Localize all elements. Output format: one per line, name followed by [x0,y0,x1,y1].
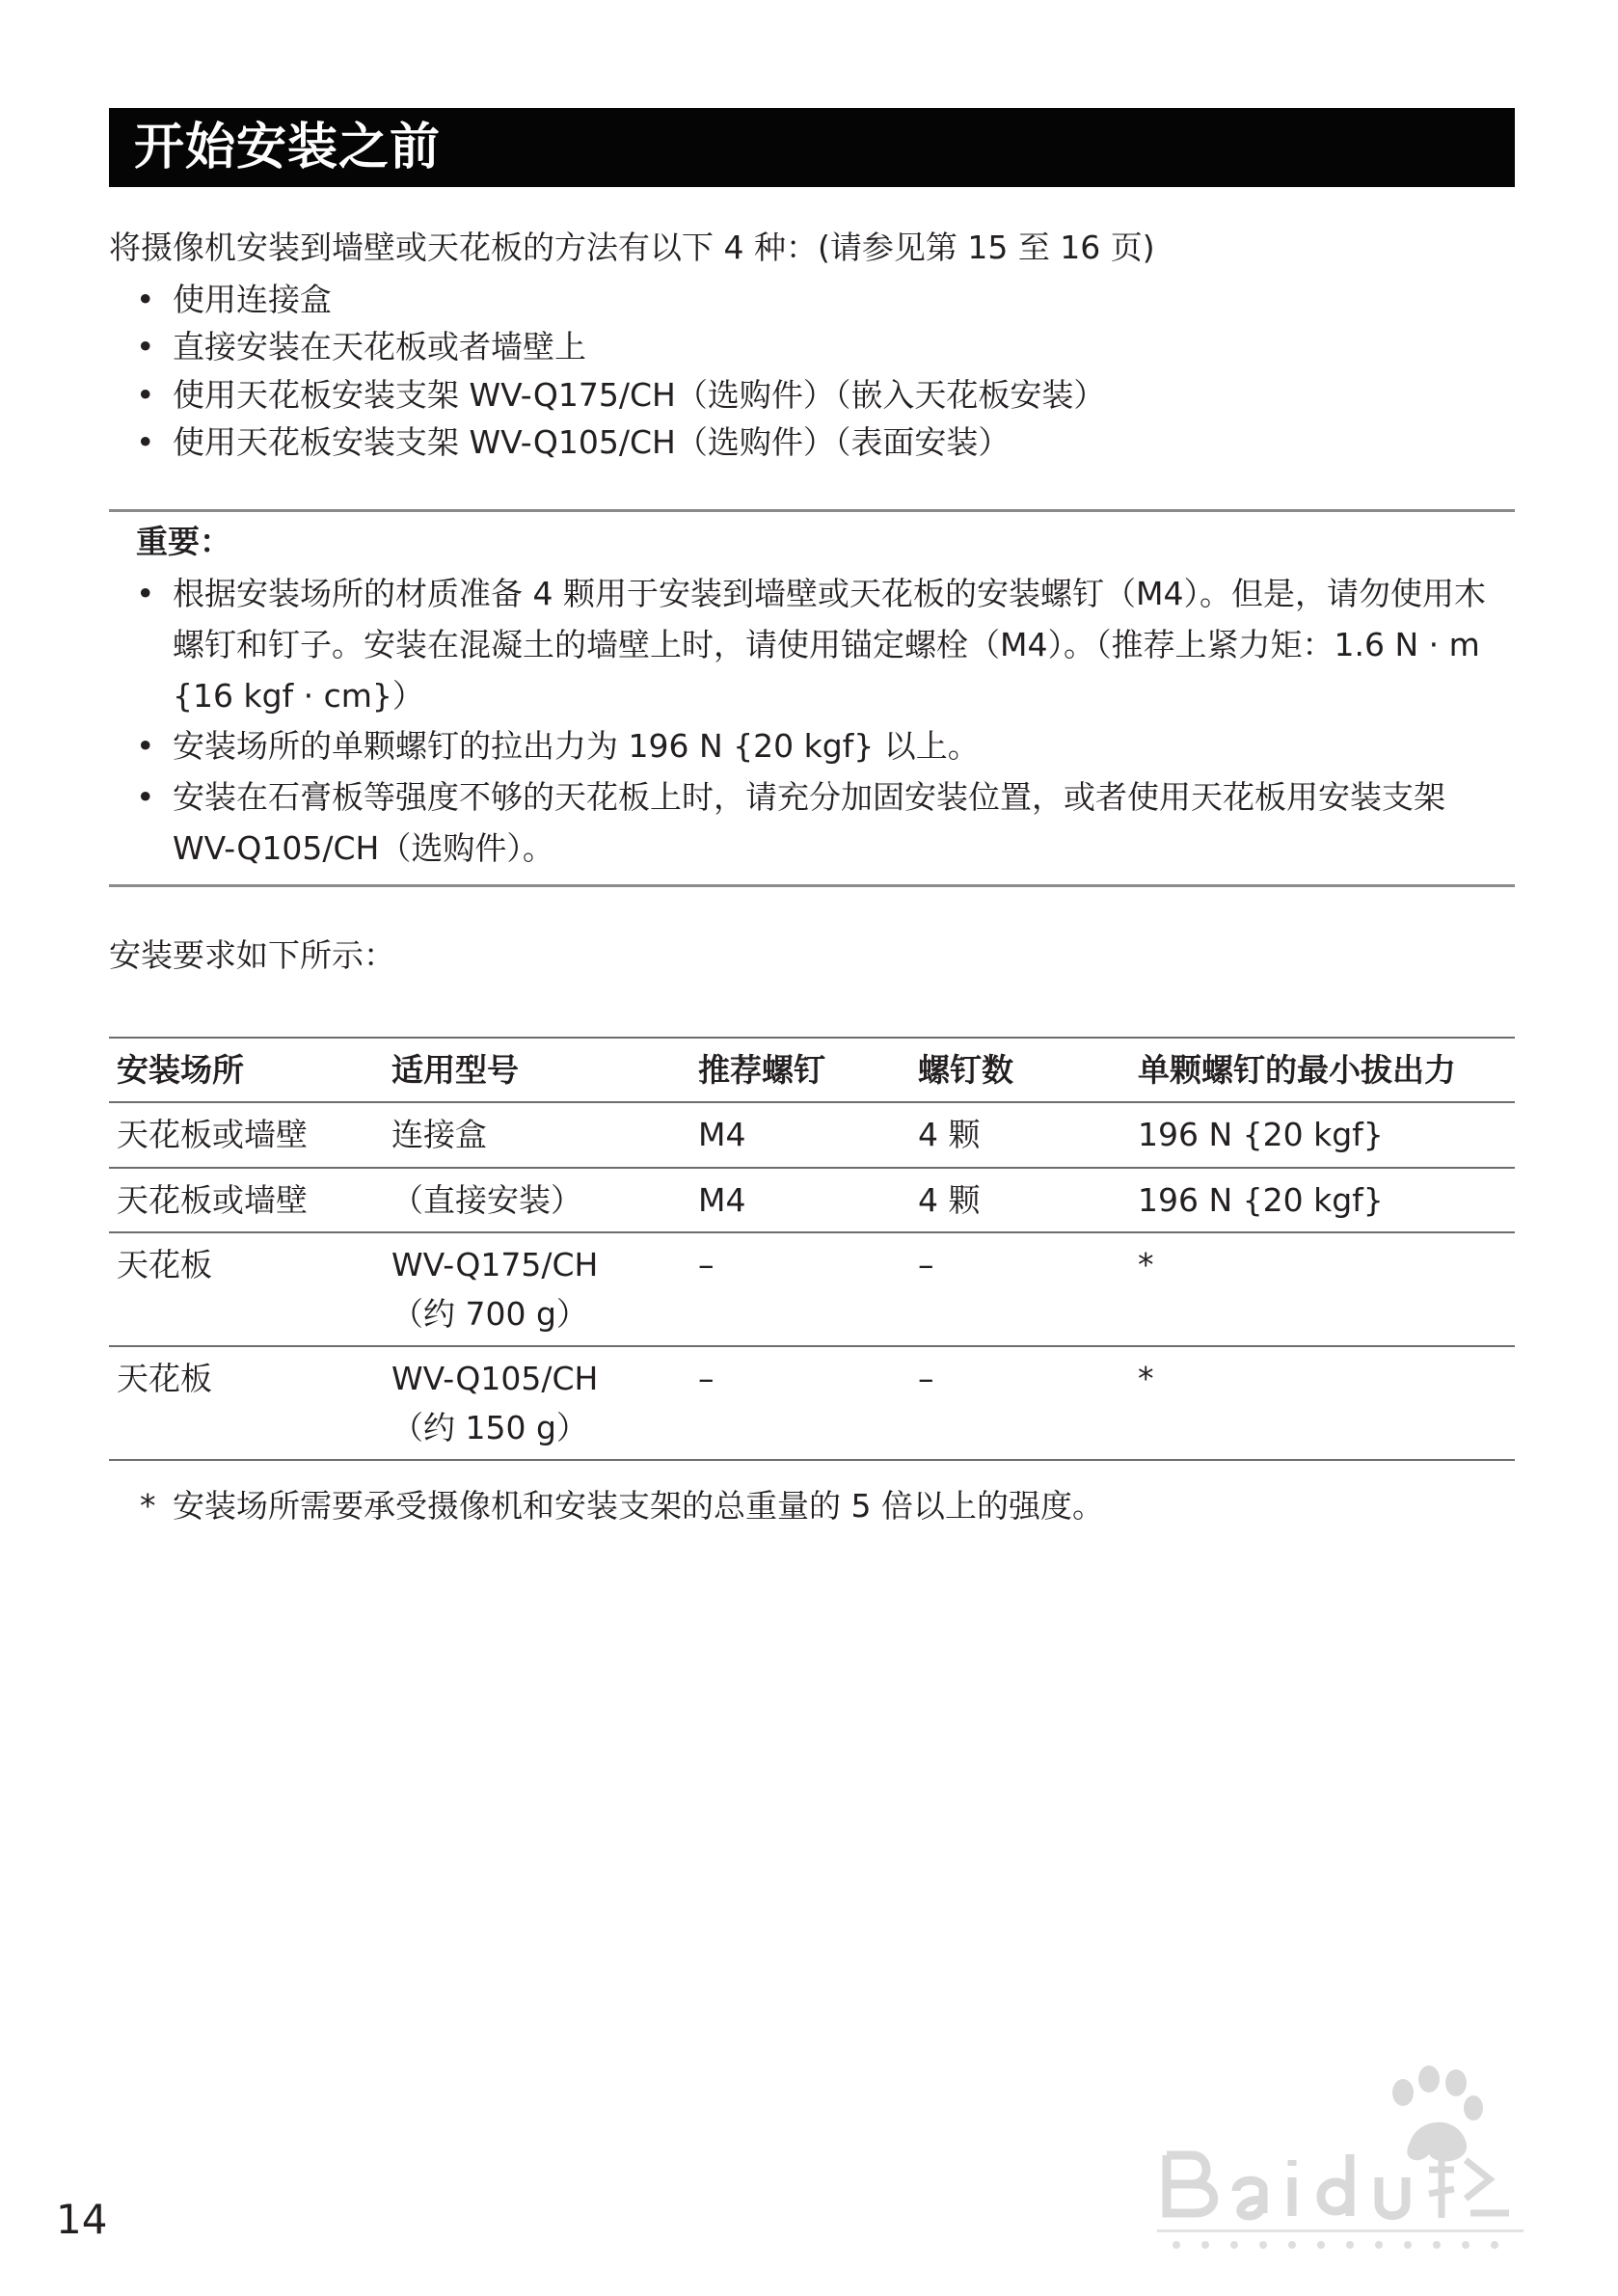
model-weight: （约 700 g） [391,1294,588,1333]
intro-text: 将摄像机安装到墙壁或天花板的方法有以下 4 种：(请参见第 15 至 16 页) [109,229,1155,266]
list-item: • 安装场所的单颗螺钉的拉出力为 196 N {20 kgf} 以上。 [109,721,1515,772]
important-list [109,569,1515,875]
table-header-row [109,1038,1515,1102]
column-header: 螺钉数 [910,1038,1130,1102]
list-item: • 直接安装在天花板或者墙壁上 [109,323,1515,371]
cell-model: 连接盒 [384,1102,690,1167]
list-item: • 使用天花板安装支架 WV-Q105/CH（选购件）（表面安装） [109,419,1515,467]
important-notice [109,509,1515,887]
cell-screw: M4 [690,1102,910,1167]
footnote-text: 安装场所需要承受摄像机和安装支架的总重量的 5 倍以上的强度。 [173,1487,1104,1526]
baidu-watermark-logo [1147,2054,1533,2256]
important-heading: 重要： [136,522,231,560]
column-header: 安装场所 [109,1038,384,1102]
cell-location: 天花板或墙壁 [109,1168,384,1232]
cell-force: 196 N {20 kgf} [1130,1102,1515,1167]
list-item: • 使用天花板安装支架 WV-Q175/CH（选购件）（嵌入天花板安装） [109,371,1515,419]
bullet-icon: • [136,280,155,318]
list-item: • 使用连接盒 [109,276,1515,324]
footnote-mark: * [140,1487,156,1526]
cell-location: 天花板 [109,1232,384,1346]
model-name: WV-Q175/CH [391,1245,599,1283]
cell-model [384,1346,690,1460]
table-row [109,1102,1515,1167]
column-header: 单颗螺钉的最小拔出力 [1130,1038,1515,1102]
list-item: • 根据安装场所的材质准备 4 颗用于安装到墙壁或天花板的安装螺钉（M4）。但是，请勿使用木螺钉和钉子。安装在混凝土的墙壁上时，请使用锚定螺栓（M4）。（推荐上紧力矩：1.6 N · m {16 kgf · cm}） [109,569,1515,721]
intro-section [109,224,1515,467]
bullet-icon: • [136,375,155,414]
bullet-icon: • [136,778,155,817]
table-row [109,1346,1515,1460]
bullet-icon: • [136,423,155,461]
footnote [109,1482,1515,1530]
table-row [109,1168,1515,1232]
page-number: 14 [56,2196,108,2243]
bullet-icon: • [136,575,155,612]
cell-screw: M4 [690,1168,910,1232]
cell-force: * [1130,1346,1515,1460]
model-weight: （约 150 g） [391,1409,588,1447]
table-row [109,1232,1515,1346]
cell-screw: – [690,1232,910,1346]
cell-force: * [1130,1232,1515,1346]
cell-screw: – [690,1346,910,1460]
cell-force: 196 N {20 kgf} [1130,1168,1515,1232]
column-header: 适用型号 [384,1038,690,1102]
page-title: 开始安装之前 [109,108,1515,187]
cell-count: 4 颗 [910,1168,1130,1232]
cell-count: 4 颗 [910,1102,1130,1167]
model-name: WV-Q105/CH [391,1359,599,1397]
cell-count: – [910,1232,1130,1346]
cell-model [384,1232,690,1346]
method-list [109,276,1515,467]
list-item: • 安装在石膏板等强度不够的天花板上时，请充分加固安装位置，或者使用天花板用安装支架 WV-Q105/CH（选购件）。 [109,772,1515,875]
page [109,108,1515,1530]
cell-location: 天花板 [109,1346,384,1460]
bullet-icon: • [136,727,155,766]
cell-model: （直接安装） [384,1168,690,1232]
requirements-intro: 安装要求如下所示： [109,935,395,974]
column-header: 推荐螺钉 [690,1038,910,1102]
requirements-table [109,1037,1515,1461]
bullet-icon: • [136,328,155,365]
cell-location: 天花板或墙壁 [109,1102,384,1167]
cell-count: – [910,1346,1130,1460]
